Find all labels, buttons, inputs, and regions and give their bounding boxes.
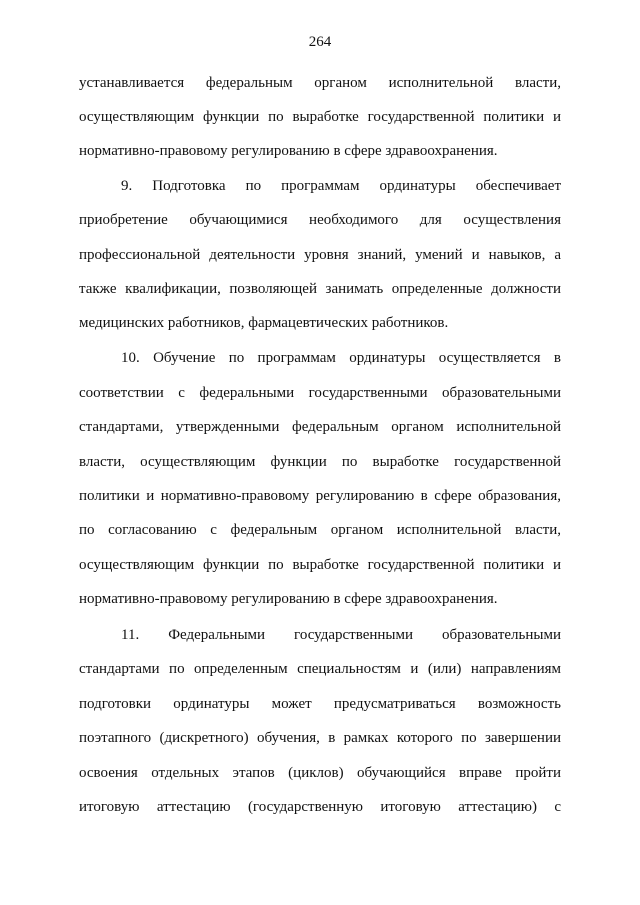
text-line-20: поэтапного (дискретного) обучения, в рамках которого по завершении xyxy=(79,730,561,746)
text-line-13: политики и нормативно-правовому регулированию в сфере образования, xyxy=(79,488,561,504)
text-line-9: 10. Обучение по программам ординатуры осуществляется в xyxy=(121,350,561,366)
text-line-10: соответствии с федеральными государственными образовательными xyxy=(79,385,561,401)
text-line-11: стандартами, утвержденными федеральным органом исполнительной xyxy=(79,419,561,435)
text-line-19: подготовки ординатуры может предусматриваться возможность xyxy=(79,696,561,712)
text-line-3: нормативно-правовому регулированию в сфере здравоохранения. xyxy=(79,143,498,159)
text-line-6: профессиональной деятельности уровня знаний, умений и навыков, а xyxy=(79,247,561,263)
text-line-7: также квалификации, позволяющей занимать определенные должности xyxy=(79,281,561,297)
page-number: 264 xyxy=(308,34,332,50)
text-line-5: приобретение обучающимися необходимого для осуществления xyxy=(79,212,561,228)
text-line-1: устанавливается федеральным органом исполнительной власти, xyxy=(79,75,561,91)
text-line-15: осуществляющим функции по выработке государственной политики и xyxy=(79,557,561,573)
text-line-14: по согласованию с федеральным органом исполнительной власти, xyxy=(79,522,561,538)
text-line-21: освоения отдельных этапов (циклов) обучающийся вправе пройти xyxy=(79,765,561,781)
text-line-16: нормативно-правовому регулированию в сфере здравоохранения. xyxy=(79,591,498,607)
text-line-18: стандартами по определенным специальностям и (или) направлениям xyxy=(79,661,561,677)
text-line-2: осуществляющим функции по выработке государственной политики и xyxy=(79,109,561,125)
text-line-22: итоговую аттестацию (государственную итоговую аттестацию) с xyxy=(79,799,561,815)
text-line-8: медицинских работников, фармацевтических работников. xyxy=(79,315,449,331)
text-line-4: 9. Подготовка по программам ординатуры обеспечивает xyxy=(121,178,561,194)
text-line-12: власти, осуществляющим функции по выработке государственной xyxy=(79,454,561,470)
text-line-17: 11. Федеральными государственными образовательными xyxy=(121,627,561,643)
